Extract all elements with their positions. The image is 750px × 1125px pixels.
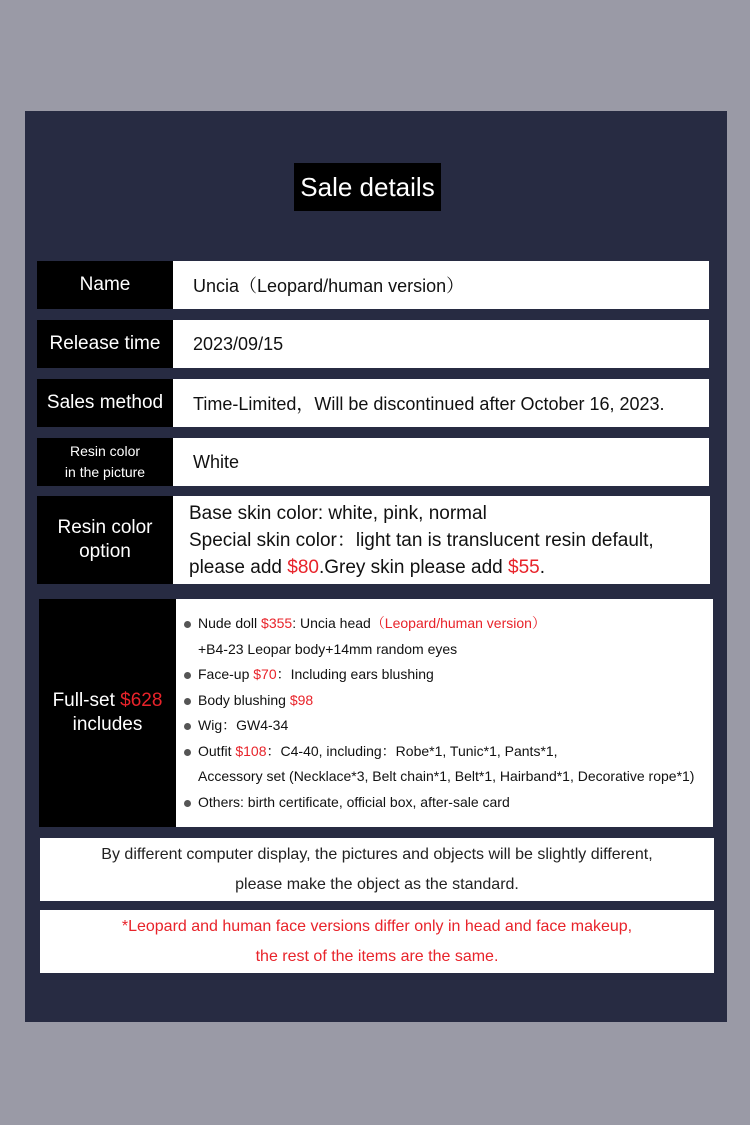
body-blushing-price: $98 [289, 691, 314, 708]
resin-option-value [173, 496, 710, 584]
list-item-nude-doll [184, 611, 694, 637]
resin-option-label [37, 496, 173, 584]
includes-label [39, 599, 176, 827]
full-set-price: $628 [120, 690, 163, 712]
list-item-continuation: +B4-23 Leopar body+14mm random eyes [198, 640, 458, 657]
resin-option-text: .Grey skin please add [318, 556, 508, 578]
sales-method-row [37, 379, 709, 427]
item-text: : Uncia head [292, 615, 371, 631]
resin-option-line3 [189, 554, 545, 581]
display-disclaimer-line2: please make the object as the standard. [235, 875, 519, 893]
sales-method-value: Time-Limited，Will be discontinued after October 16, 2023. [173, 379, 709, 427]
outfit-price: $108 [235, 742, 267, 759]
item-text: Wig：GW4-34 [198, 717, 289, 733]
resin-option-text: . [539, 556, 545, 578]
list-item-wig [184, 713, 694, 739]
item-text: ：C4-40, including：Robe*1, Tunic*1, Pants*1, [266, 742, 558, 759]
list-item-face-up [184, 662, 694, 688]
item-text: Nude doll [198, 615, 262, 631]
resin-option-text: please add [189, 556, 288, 578]
includes-label-line2: includes [72, 714, 143, 735]
resin-picture-label [37, 438, 173, 486]
bullet-icon [184, 749, 191, 756]
includes-row [39, 599, 713, 827]
bullet-icon [184, 698, 191, 705]
resin-option-row [37, 496, 710, 584]
resin-option-line1: Base skin color: white, pink, normal [189, 502, 487, 524]
grey-price: $55 [508, 556, 540, 578]
item-text: ：Including ears blushing [276, 666, 434, 682]
versions-note-line1: *Leopard and human face versions differ only in head and face makeup, [121, 917, 633, 935]
includes-label-text: Full-set [52, 690, 121, 712]
bullet-icon [184, 723, 191, 730]
sales-method-label: Sales method [37, 379, 173, 427]
list-item-continuation: Accessory set (Necklace*3, Belt chain*1, Belt*1, Hairband*1, Decorative rope*1) [198, 768, 695, 784]
resin-picture-value: White [173, 438, 709, 486]
item-text: Outfit [198, 742, 236, 759]
item-text: Face-up [198, 666, 254, 682]
resin-option-label-line1: Resin color [57, 517, 153, 539]
face-up-price: $70 [253, 666, 277, 682]
versions-note-line2: the rest of the items are the same. [255, 947, 499, 965]
page-title: Sale details [294, 163, 441, 211]
bullet-icon [184, 672, 191, 679]
list-item-others [184, 790, 694, 816]
tan-price: $80 [287, 556, 319, 578]
bullet-icon [184, 621, 191, 628]
name-row [37, 261, 709, 309]
resin-option-line2: Special skin color：light tan is translucent resin default, [189, 529, 654, 551]
bullet-icon [184, 800, 191, 807]
list-item-outfit [184, 739, 694, 765]
item-text: Body blushing [198, 691, 290, 708]
resin-picture-row [37, 438, 709, 486]
name-value: Uncia（Leopard/human version） [173, 261, 709, 309]
includes-label-line1 [53, 689, 163, 713]
item-text: Others: birth certificate, official box, after-sale card [198, 793, 510, 810]
resin-picture-label-line1: Resin color [69, 443, 141, 459]
display-disclaimer-line1: By different computer display, the pictures and objects will be slightly different, [101, 845, 653, 863]
resin-picture-label-line2: in the picture [64, 464, 146, 480]
list-item-body-blushing [184, 688, 694, 714]
name-label: Name [37, 261, 173, 309]
display-disclaimer [40, 838, 714, 901]
includes-list [176, 599, 713, 827]
version-note: （Leopard/human version） [370, 615, 546, 631]
resin-option-label-line2: option [79, 541, 131, 562]
release-row [37, 320, 709, 368]
versions-note [40, 910, 714, 973]
release-value: 2023/09/15 [173, 320, 709, 368]
release-label: Release time [37, 320, 173, 368]
nude-doll-price: $355 [261, 615, 293, 631]
